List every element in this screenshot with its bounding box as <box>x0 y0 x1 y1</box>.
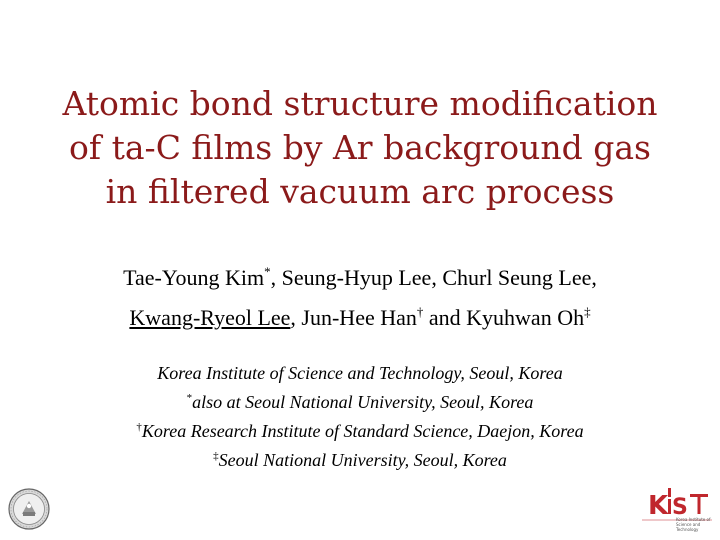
affiliation-mark: ‡ <box>584 304 591 319</box>
affiliation-text: also at Seoul National University, Seoul, Korea <box>192 392 534 412</box>
title-line: in filtered vacuum arc process <box>105 172 615 211</box>
affiliation-mark: † <box>136 421 142 433</box>
affiliation-line <box>0 417 720 446</box>
affiliation-line <box>0 388 720 417</box>
author-line <box>0 258 720 298</box>
affiliation-mark: ‡ <box>213 450 219 462</box>
kist-subtext-line: Korea Institute of <box>676 517 711 522</box>
author-names: and Kyuhwan Oh <box>423 305 585 330</box>
university-seal-logo <box>8 488 50 530</box>
kist-subtext-line: Science and Technology <box>676 522 701 532</box>
affiliation-line: Korea Institute of Science and Technology, Seoul, Korea <box>157 363 563 383</box>
affiliation-mark: * <box>264 264 271 279</box>
affiliation-text: Korea Research Institute of Standard Science, Daejon, Korea <box>141 421 584 441</box>
svg-text:K: K <box>648 491 669 521</box>
svg-text:S: S <box>672 495 688 520</box>
affiliation-line <box>0 446 720 475</box>
affiliation-list <box>0 359 720 475</box>
title-line: of ta-C films by Ar background gas <box>69 128 651 167</box>
author-names: , Jun-Hee Han <box>290 305 417 330</box>
affiliation-text: Seoul National University, Seoul, Korea <box>218 450 507 470</box>
author-name: Tae-Young Kim <box>123 265 265 290</box>
slide-title <box>0 82 720 214</box>
title-line: Atomic bond structure modification <box>62 84 658 123</box>
presenting-author: Kwang-Ryeol Lee <box>129 305 291 330</box>
author-names: , Seung-Hyup Lee, Churl Seung Lee, <box>270 265 597 290</box>
author-line <box>0 298 720 338</box>
affiliation-mark: † <box>416 304 424 319</box>
affiliation-mark: * <box>186 392 193 404</box>
author-list <box>0 258 720 338</box>
kist-logo-subtext <box>676 517 720 532</box>
